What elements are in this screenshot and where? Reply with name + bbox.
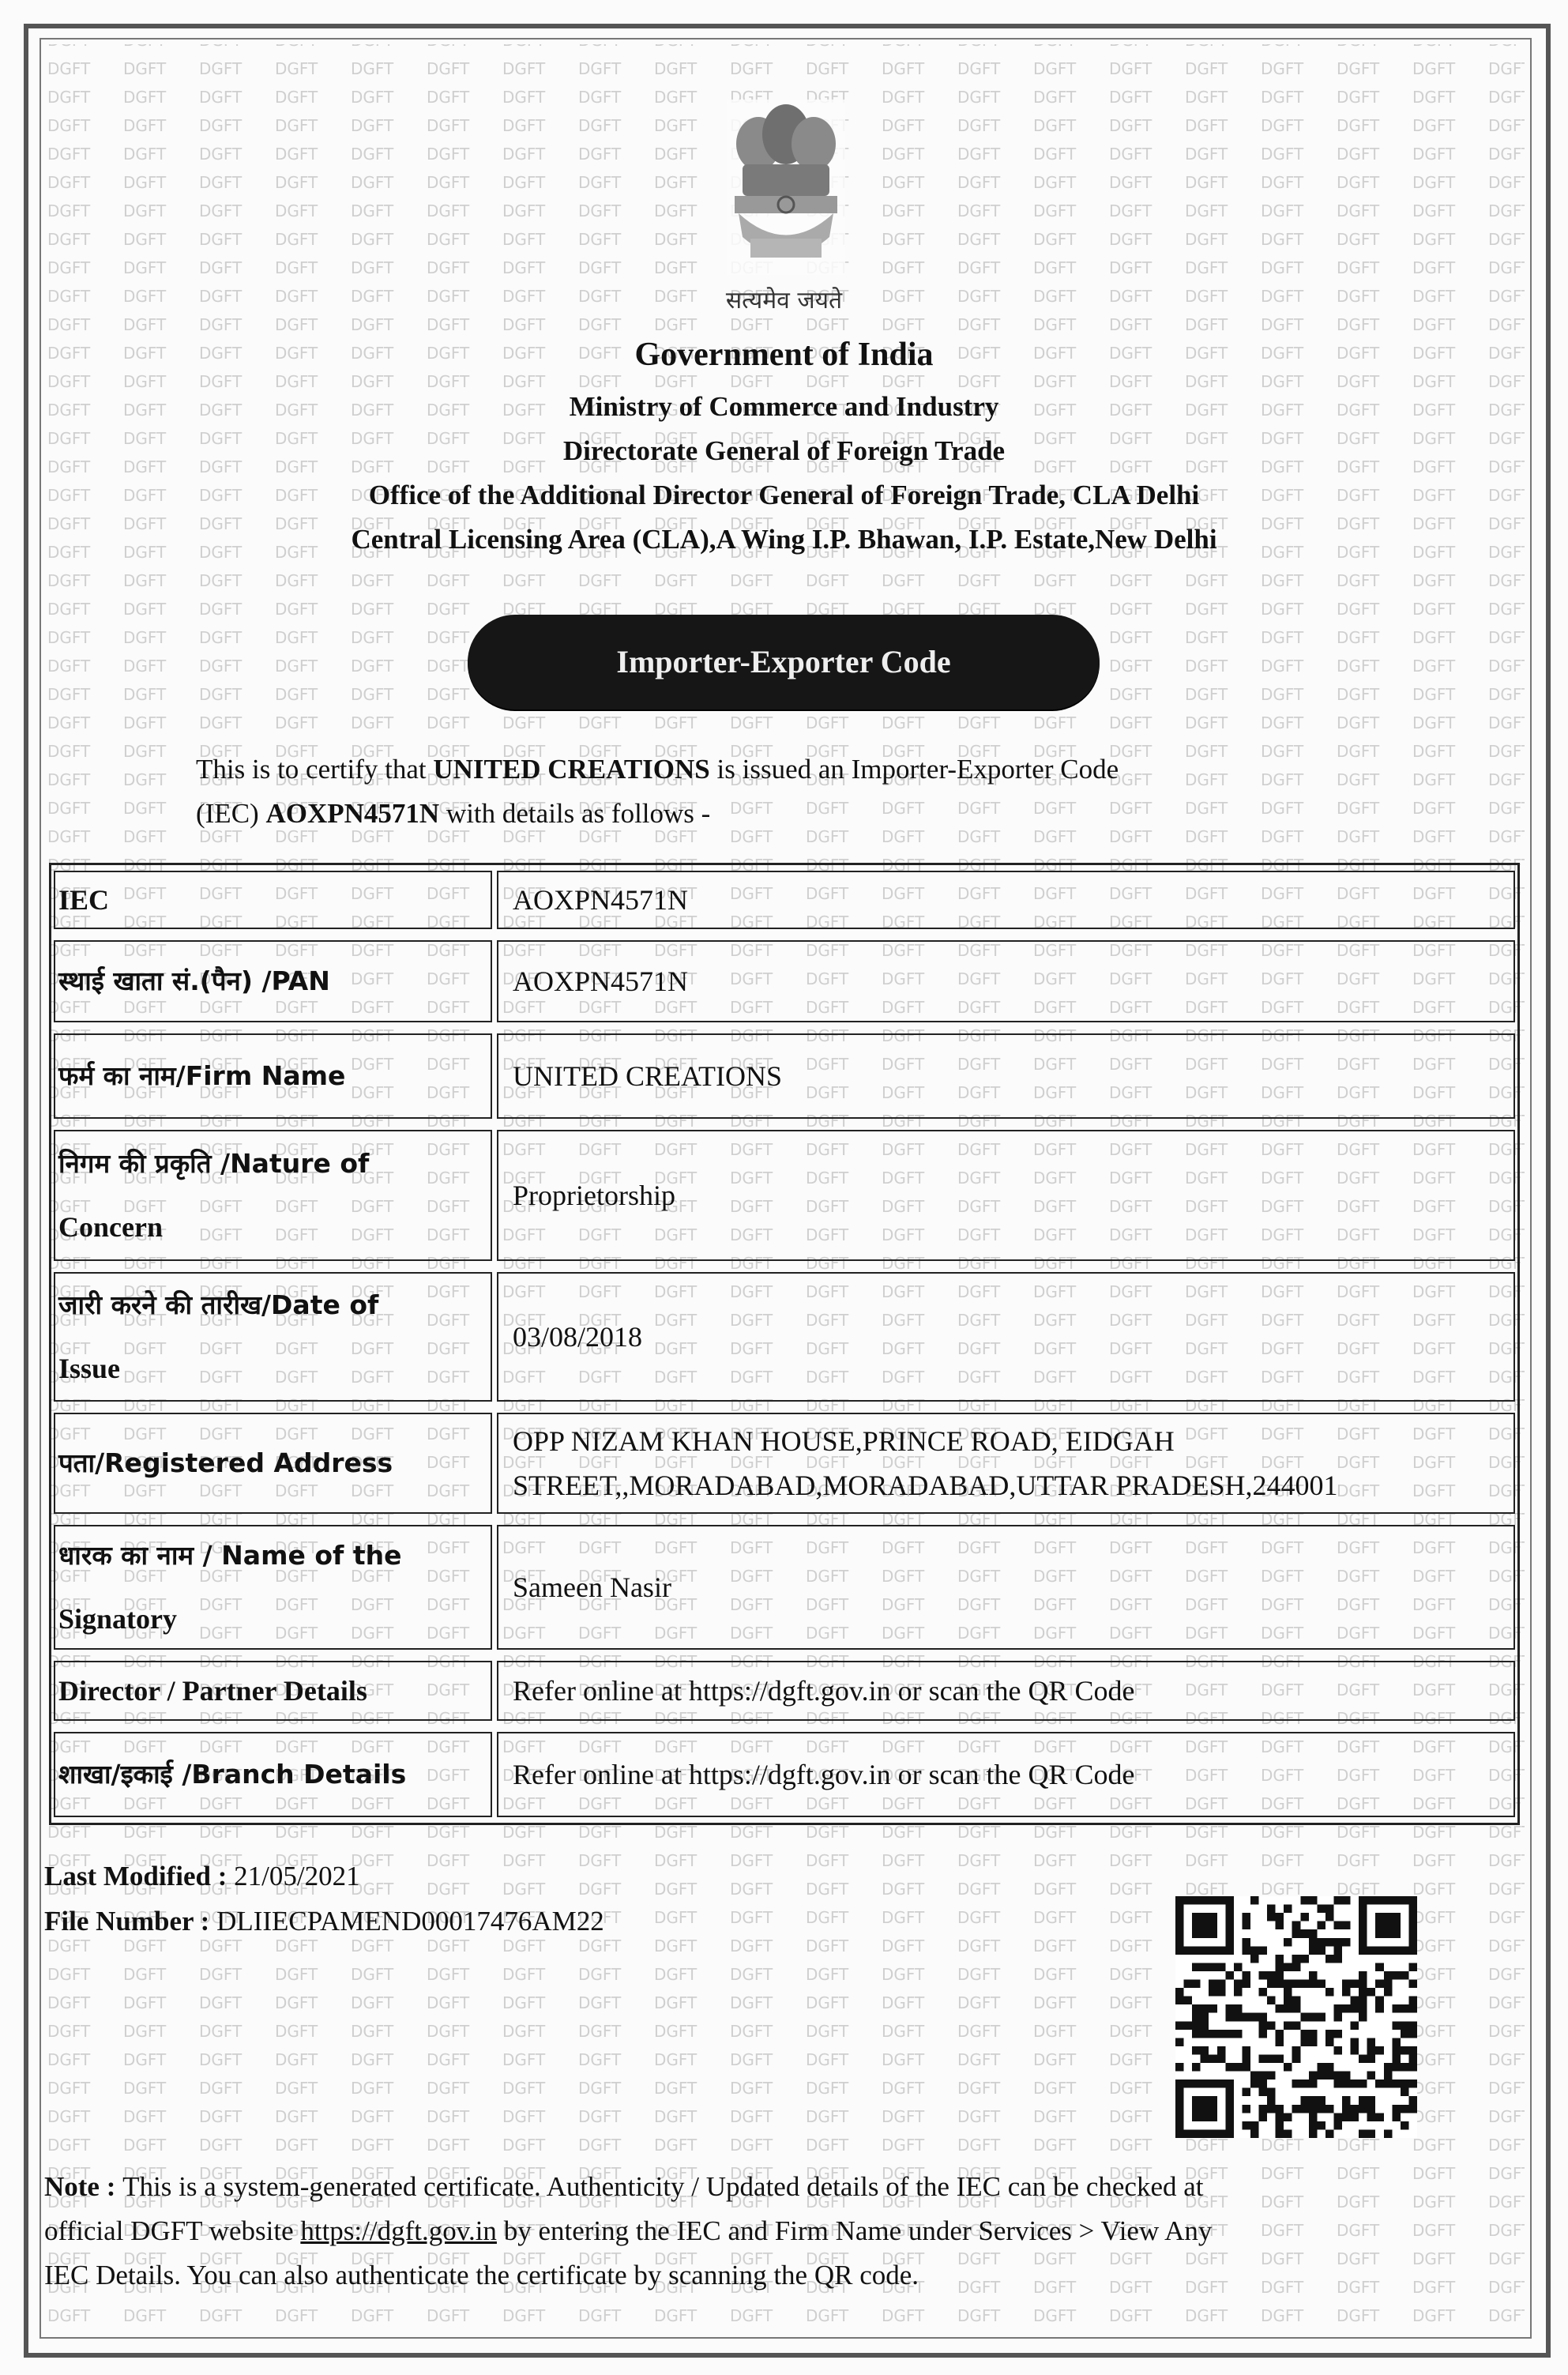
value-branch-details: Refer online at https://dgft.gov.in or scan the QR Code	[497, 1732, 1515, 1817]
office-address-heading: Central Licensing Area (CLA),A Wing I.P. Bhawan, I.P. Estate,New Delhi	[351, 524, 1217, 555]
table-row-branch-details	[54, 1732, 1515, 1817]
table-row-signatory	[54, 1525, 1515, 1650]
table-row-date-of-issue	[54, 1272, 1515, 1402]
label-director-details: Director / Partner Details	[54, 1661, 492, 1721]
table-row-pan	[54, 940, 1515, 1022]
certification-statement	[196, 747, 1381, 836]
directorate-heading: Directorate General of Foreign Trade	[562, 435, 1006, 466]
value-registered-address: OPP NIZAM KHAN HOUSE,PRINCE ROAD, EIDGAH STREET,,MORADABAD,MORADABAD,UTTAR PRADESH,244001	[497, 1413, 1515, 1514]
label-nature-of-concern: निगम की प्रकृति /Nature of Concern	[54, 1130, 492, 1261]
office-heading: Office of the Additional Director General of Foreign Trade, CLA Delhi	[368, 480, 1200, 510]
label-firm-name: फर्म का नाम/Firm Name	[54, 1033, 492, 1119]
file-number: File Number : DLIIECPAMEND00017476AM22	[44, 1906, 604, 1937]
label-pan: स्थाई खाता सं.(पैन) /PAN	[54, 940, 492, 1022]
value-director-details: Refer online at https://dgft.gov.in or scan the QR Code	[497, 1661, 1515, 1721]
government-heading: Government of India	[634, 337, 934, 373]
table-row-director-details	[54, 1661, 1515, 1721]
table-row-nature-of-concern	[54, 1130, 1515, 1261]
label-date-of-issue: जारी करने की तारीख/Date of Issue	[54, 1272, 492, 1402]
certify-iec-code: AOXPN4571N	[265, 798, 440, 829]
certify-suffix: with details as follows -	[439, 798, 711, 829]
certify-middle: is issued an Importer-Exporter Code	[709, 754, 1119, 785]
value-pan: AOXPN4571N	[497, 940, 1515, 1022]
value-date-of-issue: 03/08/2018	[497, 1272, 1515, 1402]
dgft-website-link[interactable]: https://dgft.gov.in	[300, 2215, 497, 2246]
note-paragraph: Note : This is a system-generated certificate. Authenticity / Updated details of the IEC can be checked at official DGFT website https://dgft.gov.in by entering the IEC and Firm Name under Services > View Any IEC Details. You can also authenticate the certificate by scanning the QR code.	[44, 2171, 1213, 2290]
ministry-heading: Ministry of Commerce and Industry	[569, 391, 999, 422]
last-modified: Last Modified : 21/05/2021	[44, 1861, 360, 1891]
table-row-firm-name	[54, 1033, 1515, 1119]
value-iec: AOXPN4571N	[497, 871, 1515, 929]
national-emblem-icon	[711, 95, 861, 277]
certify-iec-prefix: (IEC)	[196, 798, 266, 829]
label-registered-address: पता/Registered Address	[54, 1413, 492, 1514]
table-row-registered-address	[54, 1413, 1515, 1514]
label-iec: IEC	[54, 871, 492, 929]
certify-firm-name: UNITED CREATIONS	[433, 754, 710, 785]
value-signatory: Sameen Nasir	[497, 1525, 1515, 1650]
document-title-banner: Importer-Exporter Code	[468, 615, 1100, 709]
label-signatory: धारक का नाम / Name of the Signatory	[54, 1525, 492, 1650]
qr-code-icon	[1175, 1896, 1417, 2138]
certify-prefix: This is to certify that	[196, 754, 434, 785]
table-row-iec	[54, 871, 1515, 929]
value-nature-of-concern: Proprietorship	[497, 1130, 1515, 1261]
national-motto: सत्यमेव जयते	[725, 287, 843, 314]
label-branch-details: शाखा/इकाई /Branch Details	[54, 1732, 492, 1817]
value-firm-name: UNITED CREATIONS	[497, 1033, 1515, 1119]
